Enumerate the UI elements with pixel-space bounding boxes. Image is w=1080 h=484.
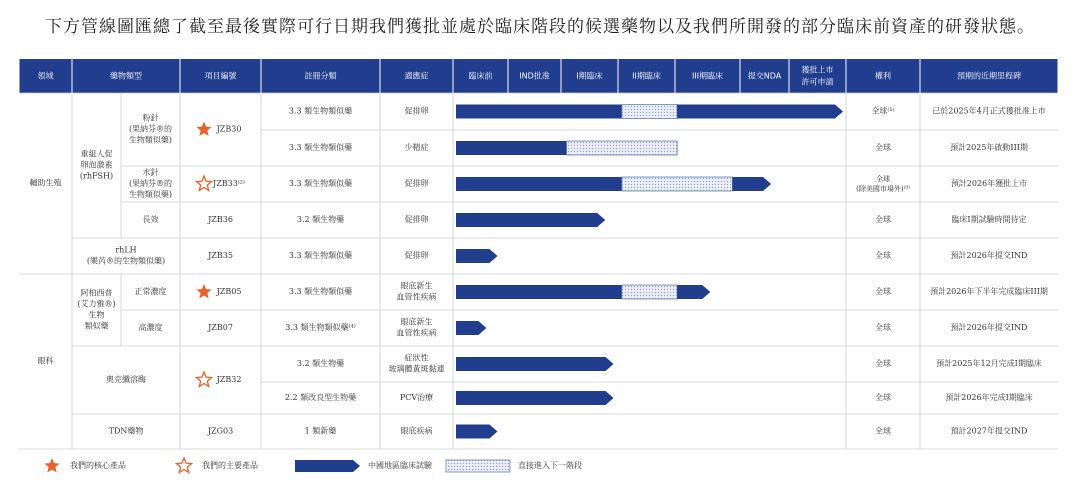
column-header: 領域 — [37, 71, 54, 81]
rights: 全球 — [875, 323, 891, 332]
group-label: 重組人促 — [80, 149, 113, 159]
indication: 促排卵 — [404, 106, 429, 116]
clinical-trial-bar — [456, 425, 497, 439]
clinical-trial-bar — [456, 177, 622, 191]
rights: 全球 — [875, 143, 891, 152]
column-header: I期臨床 — [576, 71, 603, 81]
column-header: II期臨床 — [632, 71, 661, 81]
drug-type: 高濃度 — [138, 323, 163, 332]
column-header: IND批准 — [519, 71, 550, 81]
drug-type: 生物類似藥) — [128, 190, 173, 199]
project-id: JZB07 — [208, 323, 233, 332]
core-product-star-icon — [44, 458, 59, 472]
rights: 全球 — [875, 393, 891, 402]
clinical-trial-bar — [456, 105, 622, 119]
header-cell — [790, 59, 846, 93]
drug-type: (果納芬®的 — [128, 179, 173, 188]
rights: 全球 — [875, 251, 891, 260]
clinical-trial-bar — [456, 285, 622, 299]
legend-key-label: 我們的主要產品 — [202, 461, 258, 470]
direct-to-next-phase-bar — [622, 285, 677, 299]
column-header: 獲批上市 — [801, 65, 834, 75]
project-id: JZB36 — [208, 215, 233, 224]
drug-type: 奧克纖溶酶 — [106, 375, 146, 384]
drug-type: (樂芮®的生物類似藥) — [86, 256, 166, 266]
rights: 全球 — [875, 359, 891, 368]
indication: 眼底新生 — [400, 317, 433, 327]
registration-class: 3.3 類生物類似藥⁽⁴⁾ — [285, 323, 356, 332]
indication: 促排卵 — [404, 251, 429, 260]
indication: 玻璃體黃斑黏連 — [388, 364, 445, 374]
group-label: 生物 — [88, 310, 105, 320]
column-header: 適應症 — [404, 71, 429, 81]
project-id: JZB30 — [216, 124, 242, 134]
drug-type: 水針 — [142, 168, 159, 177]
legend-direct-label: 直接進入下一階段 — [518, 461, 582, 470]
group-label: 類似藥 — [84, 321, 109, 331]
drug-type: TDN藥物 — [108, 426, 144, 436]
milestone: 預計2025年12月完成I期臨床 — [936, 359, 1042, 368]
milestone: 預計2026年獲批上市 — [950, 179, 1028, 188]
direct-to-next-phase-bar — [622, 105, 677, 119]
rights: (除美國市場外)⁽³⁾ — [856, 185, 910, 193]
registration-class: 3.2 類生物藥 — [296, 215, 345, 224]
indication: 眼底疾病 — [400, 426, 433, 436]
indication: 促排卵 — [404, 215, 429, 224]
milestone: 已於2025年4月正式獲批准上市 — [932, 106, 1046, 116]
registration-class: 3.3 類生物類似藥 — [288, 251, 353, 260]
drug-type: 長效 — [142, 215, 159, 224]
column-header: 臨床前 — [468, 71, 493, 81]
rights: 全球 — [875, 426, 891, 436]
indication: 血管性疾病 — [396, 292, 437, 302]
clinical-trial-bar — [677, 105, 843, 119]
clinical-trial-bar — [732, 177, 771, 191]
project-id: JZB32 — [216, 375, 242, 384]
clinical-trial-bar — [456, 141, 567, 155]
registration-class: 2.2 類改良型生物藥 — [284, 393, 357, 402]
clinical-trial-bar — [456, 357, 614, 371]
group-label: (rhFSH) — [79, 171, 114, 181]
registration-class: 3.2 類生物藥 — [296, 359, 345, 368]
key-product-star-icon — [176, 458, 191, 472]
legend-direct-swatch — [446, 460, 510, 472]
direct-to-next-phase-bar — [567, 141, 678, 155]
rights: 全球 — [875, 215, 891, 224]
group-label: 卵泡激素 — [80, 160, 113, 170]
rights: 全球 — [875, 287, 891, 296]
column-header: III期臨床 — [691, 71, 724, 81]
project-id: JZB35 — [208, 251, 233, 260]
page-title: 下方管線圖匯總了截至最後實際可行日期我們獲批並處於臨床階段的候選藥物以及我們所開發的部分臨床前資產的研發狀態。 — [45, 17, 1035, 37]
drug-type: (果納芬®的 — [128, 124, 173, 134]
registration-class: 3.3 類生物類似藥 — [288, 143, 353, 152]
milestone: 預計2026年提交IND — [950, 251, 1028, 260]
group-label: 阿柏西普 — [80, 288, 113, 298]
column-header: 許可申請 — [801, 77, 834, 87]
indication: 眼底新生 — [400, 281, 433, 291]
column-header: 項目編號 — [204, 71, 237, 81]
domain-label: 輔助生殖 — [29, 178, 62, 188]
clinical-trial-bar — [456, 391, 614, 405]
column-header: 權利 — [875, 71, 891, 81]
domain-label: 眼科 — [37, 356, 54, 366]
group-label: (艾力雅®) — [77, 299, 116, 309]
project-id: JZG03 — [207, 426, 234, 436]
rights: 全球⁽¹⁾ — [871, 106, 895, 116]
drug-type: 正常濃度 — [134, 287, 167, 296]
column-header: 提交NDA — [747, 71, 782, 81]
indication: 血管性疾病 — [396, 328, 437, 338]
project-id: JZB33⁽²⁾ — [213, 179, 245, 188]
column-header: 藥物類型 — [110, 71, 142, 81]
indication: 症狀性 — [404, 353, 429, 363]
clinical-trial-bar — [456, 249, 497, 263]
drug-type: 粉針 — [142, 113, 159, 123]
registration-class: 1 類新藥 — [304, 426, 337, 436]
indication: 促排卵 — [404, 179, 429, 188]
milestone: 預計2025年啟動III期 — [950, 143, 1028, 152]
column-header: 註冊分類 — [304, 71, 337, 81]
milestone: 臨床I期試驗時間待定 — [951, 215, 1027, 224]
legend-trial-swatch — [295, 460, 360, 472]
column-header: 預期的近期里程碑 — [957, 71, 1021, 81]
milestone: 預計2027年提交IND — [950, 426, 1028, 436]
clinical-trial-bar — [456, 213, 605, 227]
registration-class: 3.3 類生物類似藥 — [288, 106, 353, 116]
registration-class: 3.3 類生物類似藥 — [288, 179, 353, 188]
indication: PCV治療 — [399, 393, 434, 402]
registration-class: 3.3 類生物類似藥 — [288, 287, 353, 296]
legend-core-label: 我們的核心產品 — [70, 461, 126, 470]
milestone: 預計2026年完成I期臨床 — [945, 393, 1033, 402]
indication: 少精症 — [404, 143, 429, 152]
milestone: 預計2026年提交IND — [950, 323, 1028, 332]
drug-type: 生物類似藥) — [128, 135, 173, 145]
rights: 全球 — [876, 175, 890, 183]
direct-to-next-phase-bar — [622, 177, 733, 191]
legend-trial-label: 中國地區臨床試驗 — [368, 461, 432, 470]
project-id: JZB05 — [216, 287, 242, 296]
drug-type: rhLH — [115, 245, 137, 255]
milestone: 預計2026年下半年完成臨床III期 — [930, 287, 1048, 296]
